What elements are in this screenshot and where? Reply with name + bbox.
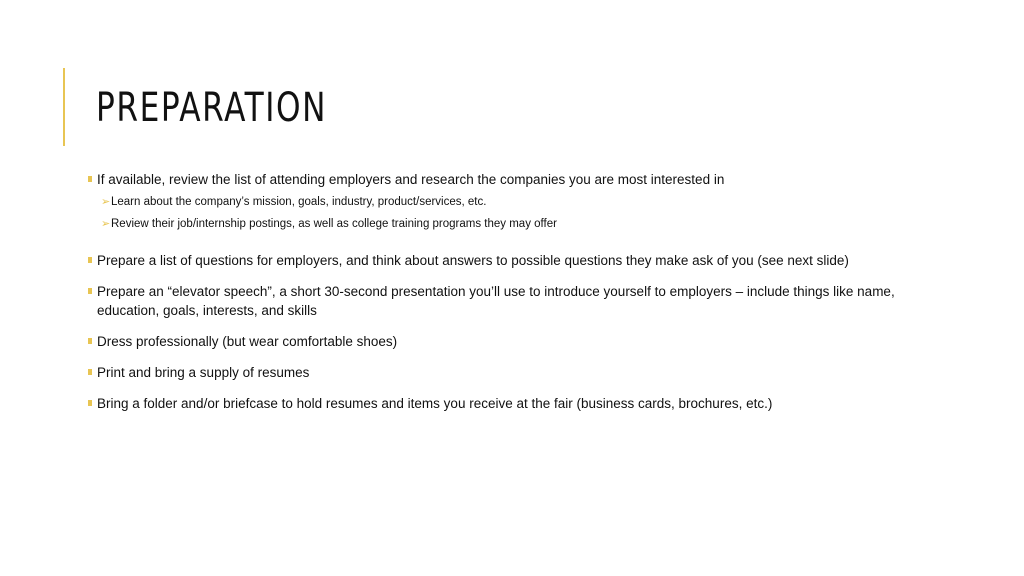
- sub-bullet-text: Review their job/internship postings, as well as college training programs they may offer: [111, 218, 557, 230]
- slide-title: PREPARATION: [96, 85, 328, 131]
- bullet-text: If available, review the list of attending employers and research the companies you are most interested in: [97, 172, 725, 187]
- square-bullet-icon: [88, 288, 92, 294]
- bullet-text: Prepare an “elevator speech”, a short 30-second presentation you’ll use to introduce yourself to employers – include things like name, education, goals, interests, and skills: [97, 284, 895, 318]
- bullet-item: [88, 394, 928, 413]
- bullet-text: Dress professionally (but wear comfortable shoes): [97, 334, 398, 349]
- bullet-item: [88, 282, 928, 320]
- bullet-text: Bring a folder and/or briefcase to hold resumes and items you receive at the fair (business cards, brochures, etc.): [97, 396, 773, 411]
- arrow-bullet-icon: ➢: [101, 218, 111, 230]
- bullet-text: Prepare a list of questions for employers, and think about answers to possible questions they make ask of you (see next slide): [97, 253, 849, 268]
- bullet-item: [88, 170, 928, 235]
- sub-bullet-item: [101, 191, 928, 213]
- bullet-item: [88, 332, 928, 351]
- bullet-item: [88, 363, 928, 382]
- square-bullet-icon: [88, 400, 92, 406]
- square-bullet-icon: [88, 176, 92, 182]
- bullet-text: Print and bring a supply of resumes: [97, 365, 310, 380]
- bullet-item: [88, 251, 928, 270]
- sub-bullet-list: [101, 191, 928, 235]
- arrow-bullet-icon: ➢: [101, 196, 111, 208]
- square-bullet-icon: [88, 338, 92, 344]
- sub-bullet-text: Learn about the company’s mission, goals, industry, product/services, etc.: [111, 196, 487, 208]
- title-accent-bar: [63, 68, 65, 146]
- bullet-list: [88, 170, 928, 425]
- square-bullet-icon: [88, 369, 92, 375]
- square-bullet-icon: [88, 257, 92, 263]
- sub-bullet-item: [101, 213, 928, 235]
